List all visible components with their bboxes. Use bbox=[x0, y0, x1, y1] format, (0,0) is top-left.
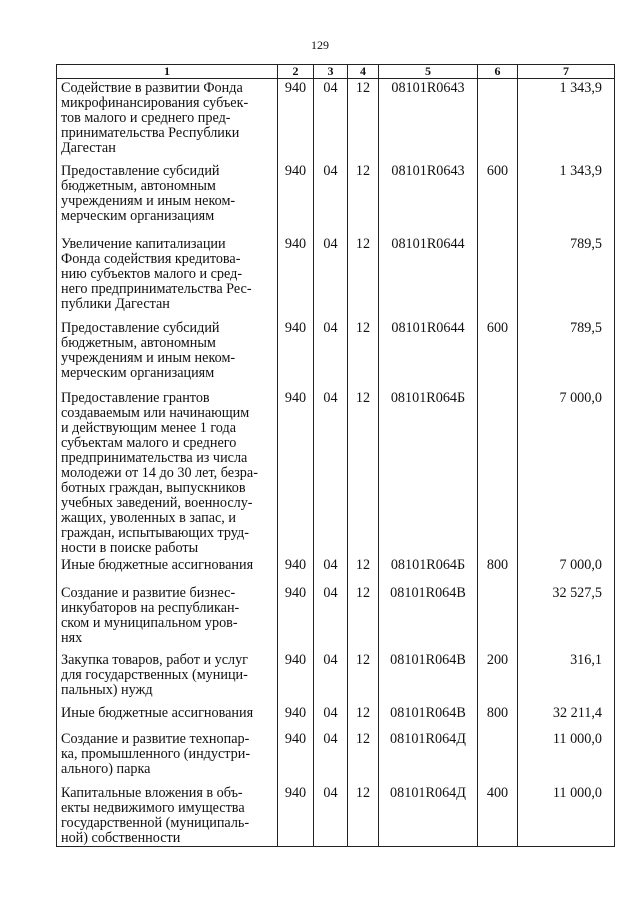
admin-code: 940 bbox=[278, 389, 314, 556]
admin-code: 940 bbox=[278, 730, 314, 784]
subsection-code: 12 bbox=[348, 235, 379, 319]
amount: 1 343,9 bbox=[518, 79, 615, 162]
header-col-2: 2 bbox=[278, 65, 314, 79]
amount: 7 000,0 bbox=[518, 389, 615, 556]
admin-code: 940 bbox=[278, 162, 314, 235]
table-row bbox=[57, 730, 615, 784]
amount: 316,1 bbox=[518, 651, 615, 704]
expense-type-code bbox=[478, 79, 518, 162]
subsection-code: 12 bbox=[348, 79, 379, 162]
table-row bbox=[57, 79, 615, 162]
row-name: Содействие в развитии Фонда микрофинансирования субъек- тов малого и среднего пред- принимательства Республики Дагестан bbox=[57, 79, 278, 162]
admin-code: 940 bbox=[278, 79, 314, 162]
amount: 11 000,0 bbox=[518, 730, 615, 784]
subsection-code: 12 bbox=[348, 162, 379, 235]
header-col-5: 5 bbox=[379, 65, 478, 79]
amount: 11 000,0 bbox=[518, 784, 615, 847]
target-article-code: 08101R064В bbox=[379, 584, 478, 651]
admin-code: 940 bbox=[278, 784, 314, 847]
target-article-code: 08101R0643 bbox=[379, 162, 478, 235]
expense-type-code bbox=[478, 235, 518, 319]
table-row bbox=[57, 319, 615, 389]
section-code: 04 bbox=[314, 651, 348, 704]
section-code: 04 bbox=[314, 704, 348, 730]
header-col-7: 7 bbox=[518, 65, 615, 79]
row-name: Создание и развитие бизнес- инкубаторов на республикан- ском и муниципальном уров- нях bbox=[57, 584, 278, 651]
subsection-code: 12 bbox=[348, 730, 379, 784]
row-name: Предоставление грантов создаваемым или начинающим и действующим менее 1 года субъектам малого и среднего предпринимательства из числа молодежи от 14 до 30 лет, безра- ботных граждан, выпускников учебных заведений, военнослу- жащих, уволенных в запас, и граждан, испытывающих труд- ности в поиске работы bbox=[57, 389, 278, 556]
table-row bbox=[57, 651, 615, 704]
header-col-6: 6 bbox=[478, 65, 518, 79]
section-code: 04 bbox=[314, 79, 348, 162]
expense-type-code: 600 bbox=[478, 319, 518, 389]
row-name: Иные бюджетные ассигнования bbox=[57, 556, 278, 584]
expense-type-code: 200 bbox=[478, 651, 518, 704]
table-header-row bbox=[57, 65, 615, 79]
section-code: 04 bbox=[314, 235, 348, 319]
target-article-code: 08101R064Д bbox=[379, 784, 478, 847]
target-article-code: 08101R0643 bbox=[379, 79, 478, 162]
subsection-code: 12 bbox=[348, 319, 379, 389]
expense-type-code bbox=[478, 584, 518, 651]
expense-type-code: 800 bbox=[478, 556, 518, 584]
table-row bbox=[57, 162, 615, 235]
target-article-code: 08101R064В bbox=[379, 704, 478, 730]
section-code: 04 bbox=[314, 319, 348, 389]
target-article-code: 08101R064В bbox=[379, 651, 478, 704]
target-article-code: 08101R064Б bbox=[379, 389, 478, 556]
row-name: Иные бюджетные ассигнования bbox=[57, 704, 278, 730]
budget-table bbox=[56, 64, 615, 847]
subsection-code: 12 bbox=[348, 389, 379, 556]
amount: 789,5 bbox=[518, 319, 615, 389]
section-code: 04 bbox=[314, 730, 348, 784]
subsection-code: 12 bbox=[348, 584, 379, 651]
section-code: 04 bbox=[314, 584, 348, 651]
row-name: Предоставление субсидий бюджетным, автономным учреждениям и иным неком- мерческим организациям bbox=[57, 319, 278, 389]
table-row bbox=[57, 556, 615, 584]
expense-type-code: 400 bbox=[478, 784, 518, 847]
target-article-code: 08101R0644 bbox=[379, 235, 478, 319]
admin-code: 940 bbox=[278, 704, 314, 730]
section-code: 04 bbox=[314, 162, 348, 235]
section-code: 04 bbox=[314, 556, 348, 584]
amount: 1 343,9 bbox=[518, 162, 615, 235]
admin-code: 940 bbox=[278, 556, 314, 584]
target-article-code: 08101R064Д bbox=[379, 730, 478, 784]
subsection-code: 12 bbox=[348, 556, 379, 584]
amount: 32 211,4 bbox=[518, 704, 615, 730]
header-col-1: 1 bbox=[57, 65, 278, 79]
table-row bbox=[57, 235, 615, 319]
admin-code: 940 bbox=[278, 584, 314, 651]
row-name: Капитальные вложения в объ- екты недвижимого имущества государственной (муниципаль- ной) собственности bbox=[57, 784, 278, 847]
section-code: 04 bbox=[314, 389, 348, 556]
table-row bbox=[57, 704, 615, 730]
subsection-code: 12 bbox=[348, 704, 379, 730]
table-row bbox=[57, 389, 615, 556]
expense-type-code bbox=[478, 389, 518, 556]
row-name: Увеличение капитализации Фонда содействия кредитова- нию субъектов малого и сред- него предпринимательства Рес- публики Дагестан bbox=[57, 235, 278, 319]
header-col-4: 4 bbox=[348, 65, 379, 79]
header-col-3: 3 bbox=[314, 65, 348, 79]
row-name: Закупка товаров, работ и услуг для государственных (муници- пальных) нужд bbox=[57, 651, 278, 704]
target-article-code: 08101R0644 bbox=[379, 319, 478, 389]
table-row bbox=[57, 584, 615, 651]
target-article-code: 08101R064Б bbox=[379, 556, 478, 584]
row-name: Создание и развитие технопар- ка, промышленного (индустри- ального) парка bbox=[57, 730, 278, 784]
expense-type-code: 600 bbox=[478, 162, 518, 235]
budget-table-container bbox=[56, 64, 614, 847]
admin-code: 940 bbox=[278, 651, 314, 704]
subsection-code: 12 bbox=[348, 651, 379, 704]
amount: 789,5 bbox=[518, 235, 615, 319]
admin-code: 940 bbox=[278, 319, 314, 389]
admin-code: 940 bbox=[278, 235, 314, 319]
row-name: Предоставление субсидий бюджетным, автономным учреждениям и иным неком- мерческим организациям bbox=[57, 162, 278, 235]
expense-type-code bbox=[478, 730, 518, 784]
page-number: 129 bbox=[311, 38, 329, 52]
table-row bbox=[57, 784, 615, 847]
subsection-code: 12 bbox=[348, 784, 379, 847]
expense-type-code: 800 bbox=[478, 704, 518, 730]
section-code: 04 bbox=[314, 784, 348, 847]
amount: 32 527,5 bbox=[518, 584, 615, 651]
amount: 7 000,0 bbox=[518, 556, 615, 584]
